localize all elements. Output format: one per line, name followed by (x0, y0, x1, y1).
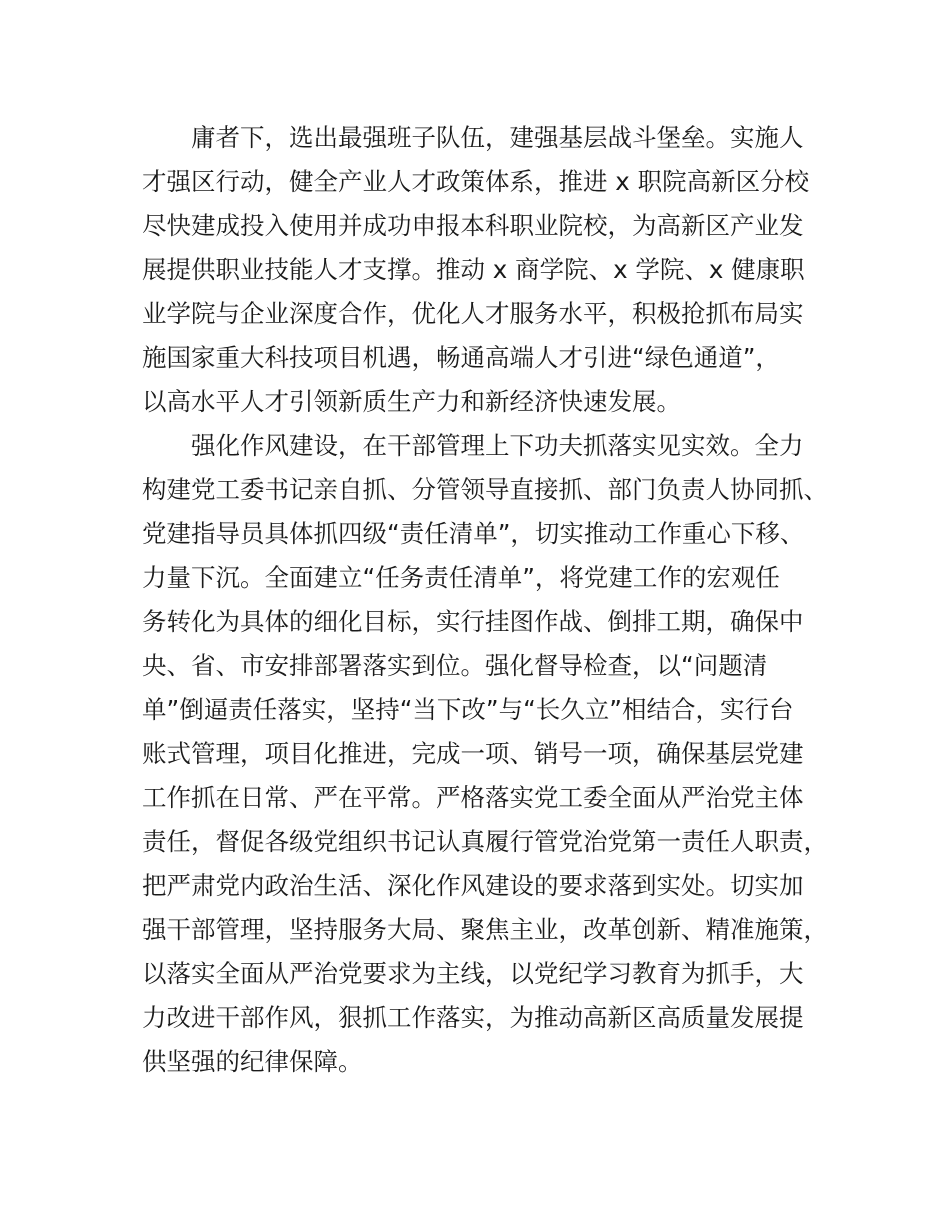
text-line: 庸者下，选出最强班子队伍，建强基层战斗堡垒。实施人 (191, 123, 804, 152)
text-line: 工作抓在日常、严在平常。严格落实党工委全面从严治党主体 (142, 783, 804, 812)
text-line: 务转化为具体的细化目标，实行挂图作战、倒排工期，确保中 (142, 607, 804, 636)
text-line: 业学院与企业深度合作，优化人才服务水平，积极抢抓布局实 (142, 299, 804, 328)
text-line: 施国家重大科技项目机遇，畅通高端人才引进“绿色通道”， (142, 343, 780, 372)
text-line: 央、省、市安排部署落实到位。强化督导检查，以“问题清 (142, 651, 768, 680)
text-line: 才强区行动，健全产业人才政策体系，推进 x 职院高新区分校 (142, 167, 810, 196)
text-line: 力改进干部作风，狠抓工作落实，为推动高新区高质量发展提 (142, 1003, 804, 1032)
text-line: 单”倒逼责任落实，坚持“当下改”与“长久立”相结合，实行台 (142, 695, 794, 724)
text-line: 责任，督促各级党组织书记认真履行管党治党第一责任人职责， (142, 827, 828, 856)
text-line: 构建党工委书记亲自抓、分管领导直接抓、部门负责人协同抓、 (142, 475, 828, 504)
document-body (142, 116, 842, 1084)
text-line: 以落实全面从严治党要求为主线，以党纪学习教育为抓手，大 (142, 959, 804, 988)
text-line: 把严肃党内政治生活、深化作风建设的要求落到实处。切实加 (142, 871, 804, 900)
text-line: 强干部管理，坚持服务大局、聚焦主业，改革创新、精准施策， (142, 915, 828, 944)
text-line: 展提供职业技能人才支撑。推动 x 商学院、x 学院、x 健康职 (142, 255, 805, 284)
text-line: 强化作风建设，在干部管理上下功夫抓落实见实效。全力 (191, 431, 804, 460)
text-line: 尽快建成投入使用并成功申报本科职业院校，为高新区产业发 (142, 211, 804, 240)
paragraph-work-style (142, 424, 842, 1084)
text-line: 以高水平人才引领新质生产力和新经济快速发展。 (142, 387, 681, 416)
text-line: 账式管理，项目化推进，完成一项、销号一项，确保基层党建 (142, 739, 804, 768)
paragraph-talent (142, 116, 842, 424)
text-line: 供坚强的纪律保障。 (142, 1047, 363, 1076)
text-line: 力量下沉。全面建立“任务责任清单”，将党建工作的宏观任 (142, 563, 780, 592)
text-line: 党建指导员具体抓四级“责任清单”，切实推动工作重心下移、 (142, 519, 805, 548)
